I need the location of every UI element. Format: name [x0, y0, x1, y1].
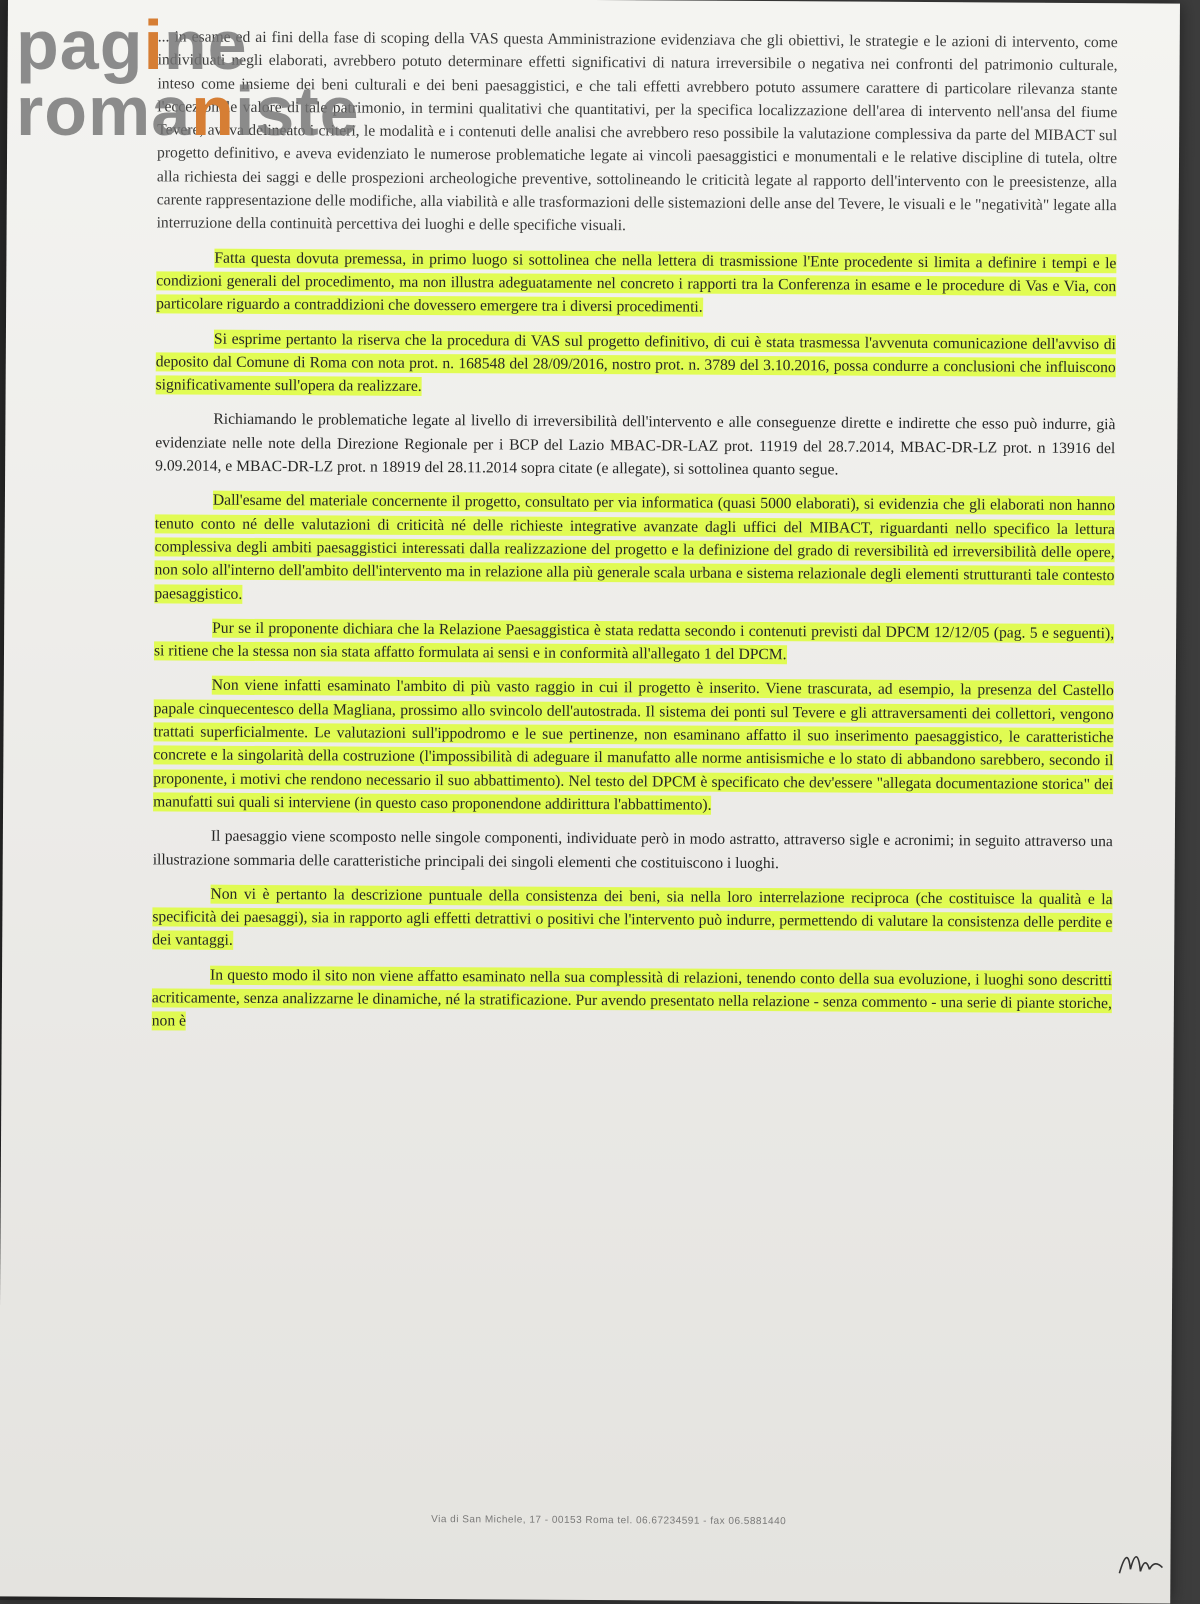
paragraph-ambito: [153, 674, 1114, 820]
document-body: [152, 25, 1118, 1049]
logo-line-2: [16, 72, 536, 150]
logo-text-part: pag: [16, 6, 144, 84]
logo-text-part: ne: [163, 6, 248, 84]
paragraph-descrizione: [152, 882, 1112, 958]
paragraph-problematiche: Richiamando le problematiche legate al livello di irreversibilità dell'intervento e alle conseguenze dirette e indirette che esso può indurre, già evidenziate nelle note della Direzione Regionale per i BCP del Lazio MBAC-DR-LAZ prot. 11919 del 28.7.2014, MBAC-DR-LZ prot. n 13916 del 9.09.2014, e MBAC-DR-LZ prot. n 18919 del 28.11.2014 sopra citate (e allegate), si sottolinea quanto segue.: [155, 411, 1116, 479]
paragraph-paesaggio: Il paesaggio viene scomposto nelle singole componenti, individuate però in modo astratto, attraverso sigle e acronimi; in seguito attraverso una illustrazione sommaria delle caratteristiche principali dei singoli elementi che costituiscono i luoghi.: [152, 827, 1113, 872]
paragraph-premessa: [156, 246, 1116, 322]
paragraph-riserva: [156, 327, 1116, 403]
pagine-romaniste-logo: [16, 6, 536, 150]
logo-text-part: roma: [16, 72, 192, 150]
paragraph-esame-materiale: [154, 489, 1115, 611]
highlight-riserva: Si esprime pertanto la riserva che la procedura di VAS sul progetto definitivo, di cui è stata trasmessa l'avvenuta comunicazione dell'avviso di deposito dal Comune di Roma con nota prot. n. 168548 del 28/09/2016, nostro prot. n. 3789 del 3.10.2016, possa condurre a conclusioni che influiscono significativamente sull'opera da realizzare.: [155, 330, 1116, 396]
highlight-ambito: Non viene infatti esaminato l'ambito di più vasto raggio in cui il progetto è inserito. Viene trascurata, ad esempio, la presenza del Castello papale cinquecentesco della Magliana, prossimo allo svincolo dell'autostrada. Il sistema dei ponti sul Tevere e gli attraversamenti dei collettori, vengono trattati superficialmente. Le valutazioni sull'ippodromo e le sue pertinenze, non esaminano affatto il suo inserimento paesaggistico, le caratteristiche concrete e la singolarità della costruzione (l'impossibilità di adeguare il manufatto alle norme antisismiche e lo stato di abbandono sarebbero, secondo il proponente, i motivi che rendono necessario il suo abbattimento). Nel testo del DPCM è specificato che dev'essere "allegata documentazione storica" dei manufatti sui quali si interviene (in questo caso proponendone addirittura l'abbattimento).: [153, 677, 1114, 814]
page-footer-address: Via di San Michele, 17 - 00153 Roma tel. 06.67234591 - fax 06.5881440: [431, 1514, 787, 1528]
highlight-descrizione: Non vi è pertanto la descrizione puntuale della consistenza dei beni, sia nella loro interrelazione reciproca (che costituisce la qualità e la specificità dei paesaggi), sia in rapporto agli effetti detrattivi o positivi che l'intervento può indurre, permettendo di valutare la consistenza delle perdite e dei vantaggi.: [152, 885, 1113, 950]
paragraph-relazione-paesaggistica: [154, 616, 1114, 668]
logo-line-1: [16, 6, 536, 84]
highlight-premessa: Fatta questa dovuta premessa, in primo luogo si sottolinea che nella lettera di trasmissione l'Ente procedente si limita a definire i tempi e le condizioni generali del procedimento, ma non illustra adeguatamente nel concreto i rapporti tra la Conferenza in esame e le procedure di Vas e Via, con particolare riguardo a contraddizioni che dovessero emergere tra i diversi procedimenti.: [156, 249, 1117, 316]
signature-mark: [1116, 1547, 1166, 1577]
highlight-relazione-paesaggistica: Pur se il proponente dichiara che la Relazione Paesaggistica è stata redatta secondo i contenuti previsti dal DPCM 12/12/05 (pag. 5 e seguenti), si ritiene che la stessa non sia stata affatto formulata ai sensi e in conformità all'allegato 1 del DPCM.: [153, 619, 1115, 664]
paragraph-sito: [152, 963, 1112, 1039]
highlight-esame-materiale: Dall'esame del materiale concernente il progetto, consultato per via informatica (quasi 5000 elaborati), si evidenzia che gli elaborati non hanno tenuto conto né delle valutazioni di criticità né delle richieste integrative avanzate dagli uffici del MIBACT, riguardanti nello specifico la lettura complessiva degli ambiti paesaggistici interessati dalla realizzazione del progetto e la definizione del grado di reversibilità ed irreversibilità delle opere, non solo all'interno dell'ambito dell'intervento ma in relazione alla più generale scala urbana e sistema relazionale degli elementi strutturanti tale contesto paesaggistico.: [154, 492, 1115, 603]
paragraph-scoping: ... in esame ed ai fini della fase di scoping della VAS questa Amministrazione evidenziava che gli obiettivi, le strategie e le azioni di intervento, come individuati negli elaborati, avrebbero potuto determinare effetti significativi di natura irreversibile o negativa nei confronti del patrimonio culturale, inteso come insieme dei beni culturali e dei beni paesaggistici, e che tali effetti avrebbero potuto assumere carattere di particolare rilevanza stante l'eccezionale valore di tale patrimonio, in termini qualitativi che quantitativi, per la specifica localizzazione dell'area di intervento nell'ansa del fiume Tevere, aveva delineato i criteri, le modalità e i contenuti delle analisi che avrebbero reso possibile la valutazione complessiva da parte del MIBACT sul progetto definitivo, e aveva evidenziato le numerose problematiche legate ai vincoli paesaggistici e monumentali e le relative discipline di tutela, oltre alla richiesta dei saggi e delle prospezioni archeologiche preventive, sottolineando le criticità legate al rapporto dell'intervento con le preesistenze, alla carente rappresentazione delle modifiche, alla viabilità e alle trasformazioni delle sistemazioni delle anse del Tevere, le visuali e le "negatività" legate alla interruzione della continuità percettiva dei luoghi e delle specifiche visuali.: [156, 28, 1118, 235]
logo-text-part: iste: [234, 72, 360, 150]
highlight-sito: In questo modo il sito non viene affatto esaminato nella sua complessità di relazioni, tenendo conto della sua evoluzione, i luoghi sono descritti acriticamente, senza analizzarne le dinamiche, né la stratificazione. Pur avendo presentato nella relazione - senza commento - una serie di piante storiche, non è: [151, 966, 1113, 1030]
logo-accent-letter: i: [143, 6, 164, 84]
logo-accent-letter: n: [191, 72, 235, 150]
